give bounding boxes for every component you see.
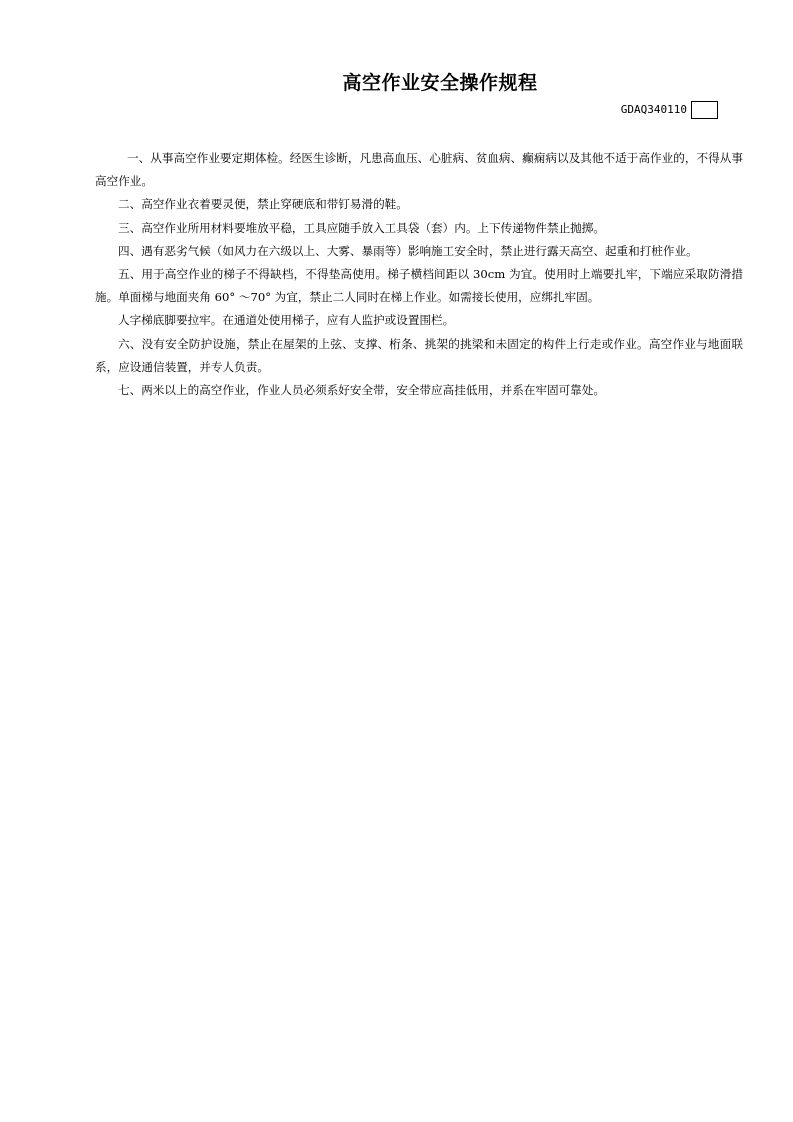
- paragraph-1: 一、从事高空作业要定期体检。经医生诊断，凡患高血压、心脏病、贫血病、癫痫病以及其他不适于高作业的，不得从事高空作业。: [95, 151, 743, 189]
- document-body: [95, 147, 743, 402]
- paragraph-7: 六、没有安全防护设施，禁止在屋架的上弦、支撑、桁条、挑架的挑梁和未固定的构件上行走或作业。高空作业与地面联系，应设通信装置，并专人负责。: [95, 336, 743, 374]
- paragraph-8: 七、两米以上的高空作业，作业人员必须系好安全带，安全带应高挂低用，并系在牢固可靠处。: [118, 383, 605, 398]
- paragraph-3: 三、高空作业所用材料要堆放平稳，工具应随手放入工具袋（套）内。上下传递物件禁止抛掷。: [118, 220, 605, 235]
- document-code-row: [621, 100, 718, 120]
- page-title: 高空作业安全操作规程: [342, 72, 538, 94]
- document-code-box: [691, 101, 718, 119]
- document-code: GDAQ340110: [620, 103, 687, 116]
- paragraph-4: 四、遇有恶劣气候（如风力在六级以上、大雾、暴雨等）影响施工安全时，禁止进行露天高空、起重和打桩作业。: [118, 243, 698, 258]
- paragraph-5: 五、用于高空作业的梯子不得缺档，不得垫高使用。梯子横档间距以 30cm 为宜。使用时上端要扎牢，下端应采取防滑措施。单面梯与地面夹角 60° ～70° 为宜，禁止二人同时在梯上作业。如需接长使用，应绑扎牢固。: [95, 267, 743, 305]
- paragraph-6: 人字梯底脚要拉牢。在通道处使用梯子，应有人监护或设置围栏。: [118, 313, 455, 328]
- paragraph-2: 二、高空作业衣着要灵便，禁止穿硬底和带钉易滑的鞋。: [118, 197, 408, 212]
